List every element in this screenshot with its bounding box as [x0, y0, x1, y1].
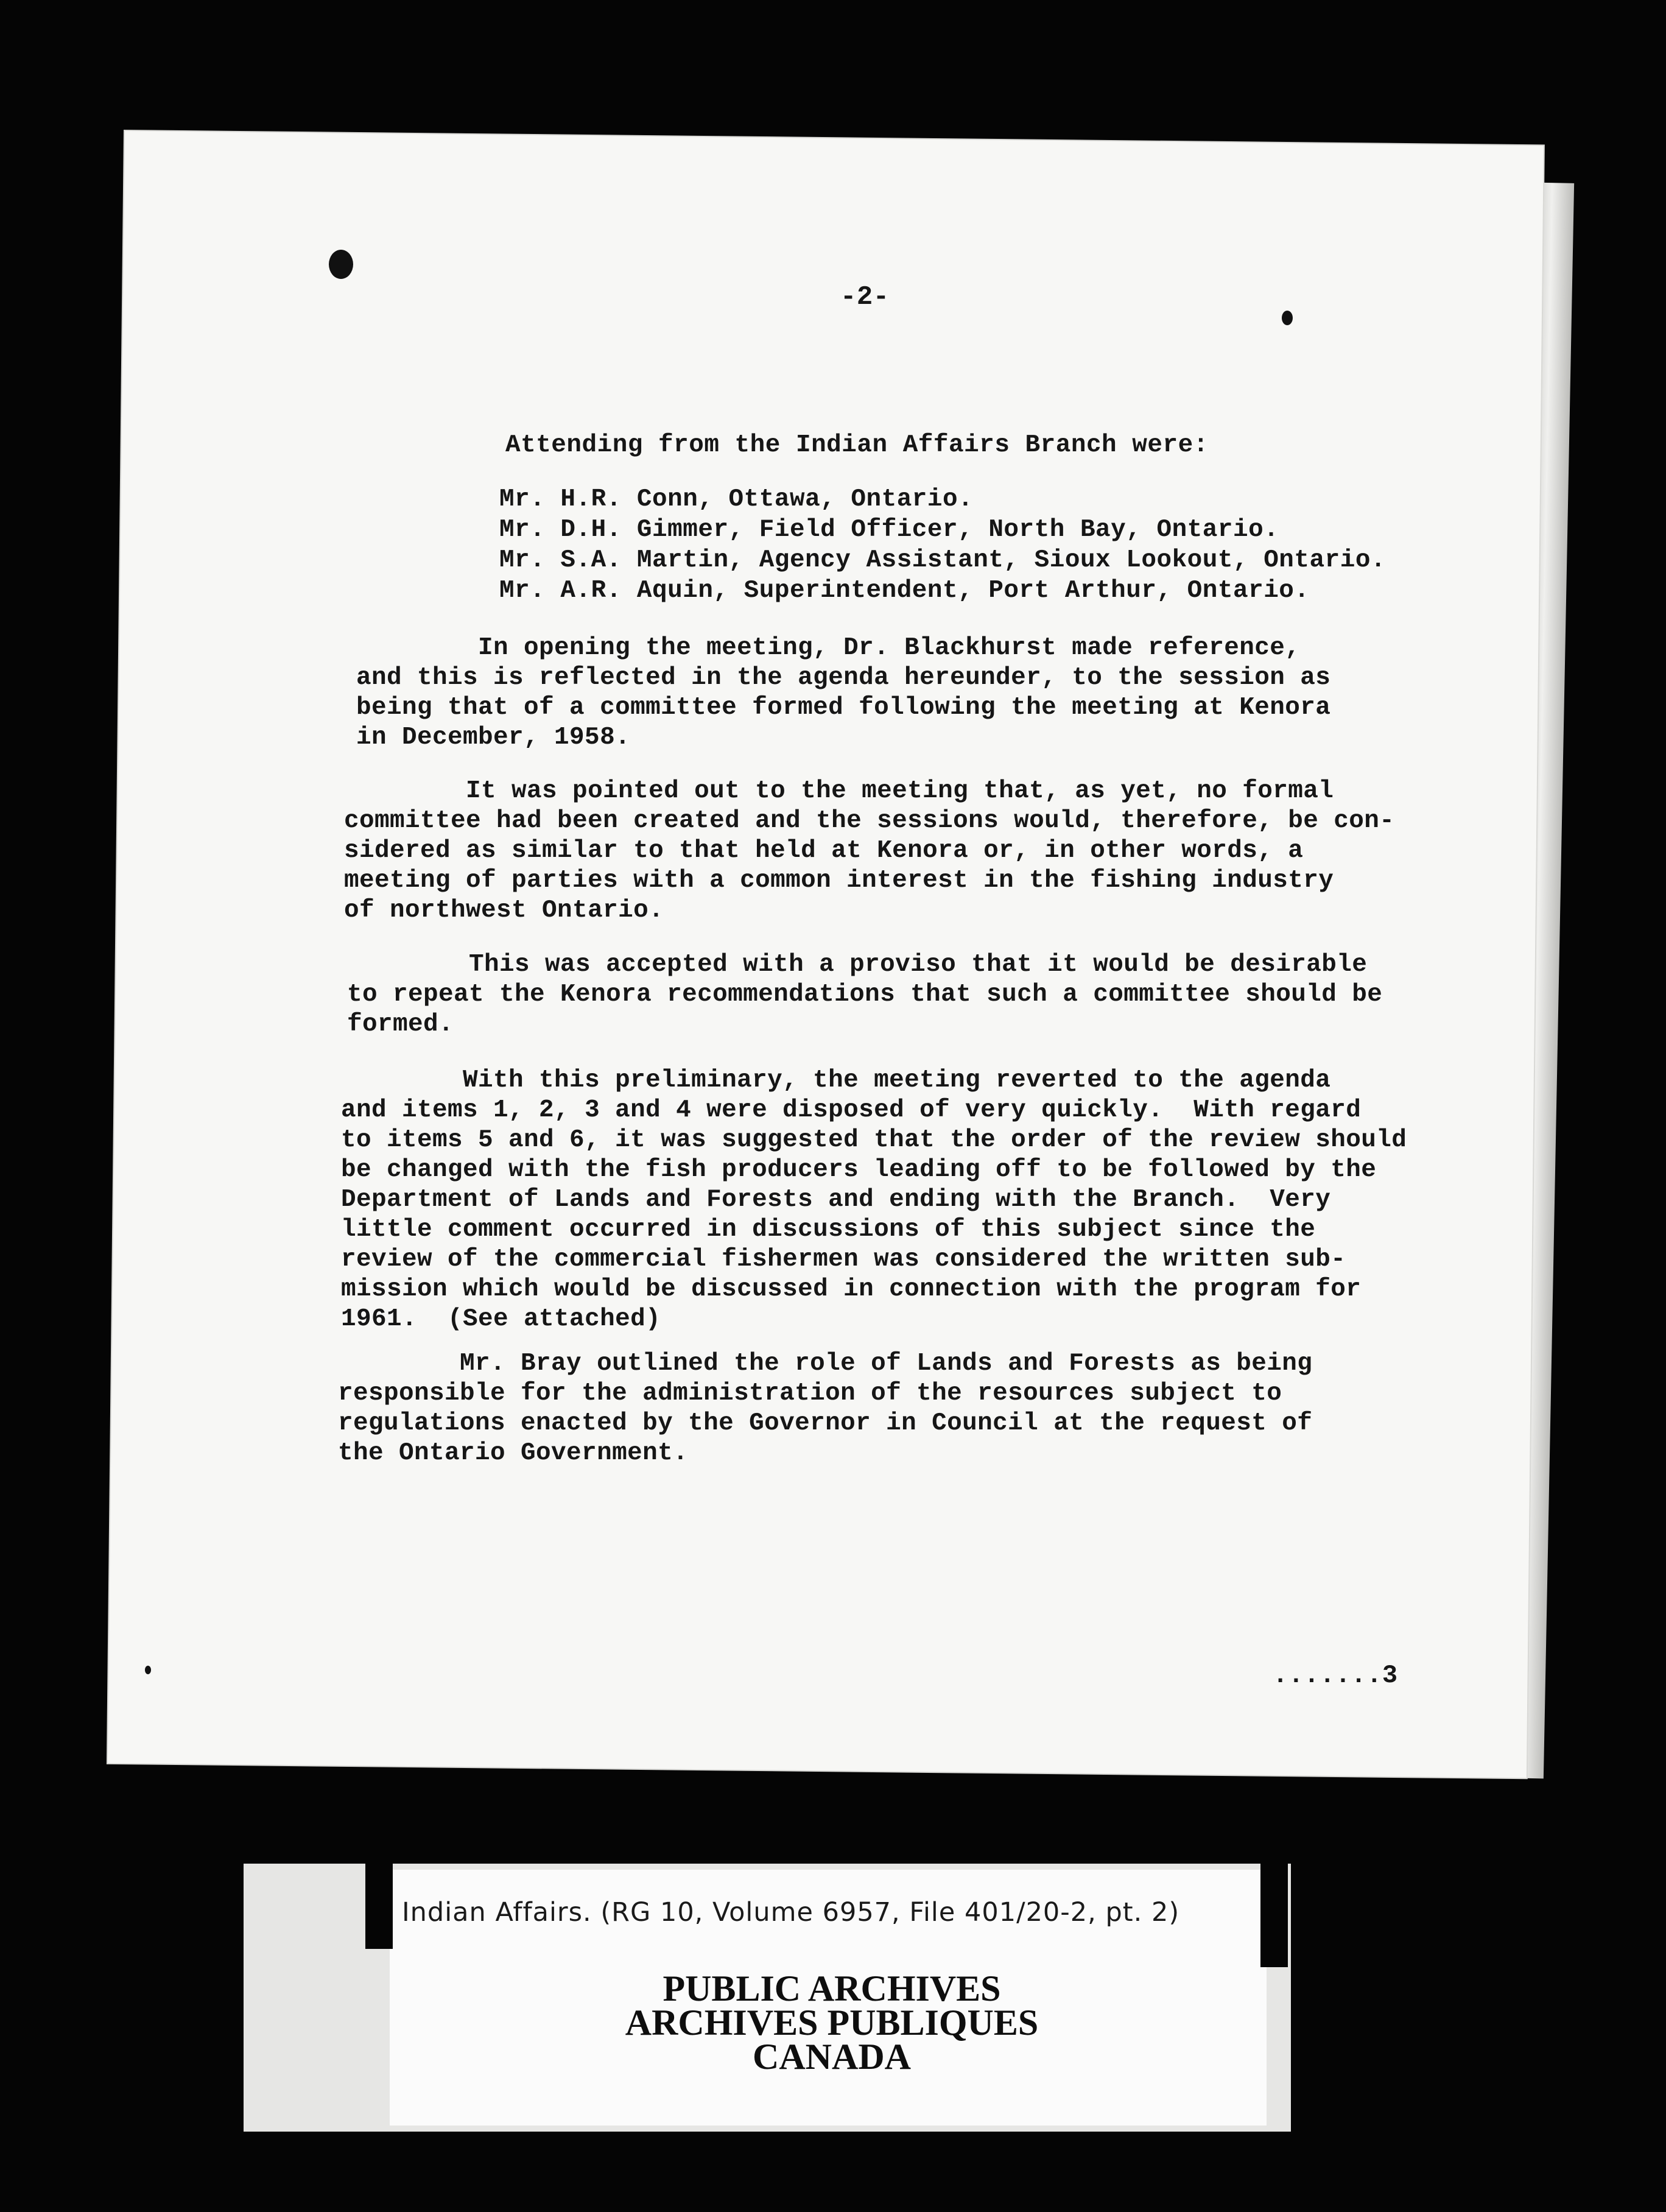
paragraph-proviso: This was accepted with a proviso that it would be desirable to repeat the Kenora recommendations that such a committee should be formed. — [347, 951, 1383, 1038]
attendee-item: Mr. A.R. Aquin, Superintendent, Port Arthur, Ontario. — [499, 577, 1310, 605]
punch-hole-mark — [1282, 311, 1293, 325]
paragraph-lands-forests: Mr. Bray outlined the role of Lands and Forests as being responsible for the administration of the resources subject to regulations enacted by the Governor in Council at the request of the Ontario Government. — [338, 1350, 1313, 1467]
label-clip-right — [1260, 1864, 1288, 1967]
paragraph-formal-committee: It was pointed out to the meeting that, as yet, no formal committee had been created and the sessions would, therefore, be con- sidered as similar to that held at Kenora or, in other words, a meeting of parties with a common interest in the fishing industry of northwest Ontario. — [344, 777, 1395, 925]
page-speck — [145, 1666, 151, 1674]
attendee-item: Mr. D.H. Gimmer, Field Officer, North Bay, Ontario. — [499, 516, 1279, 544]
archive-citation: Indian Affairs. (RG 10, Volume 6957, File 401/20-2, pt. 2) — [402, 1897, 1180, 1928]
attendee-list — [499, 484, 1386, 606]
attendee-item: Mr. H.R. Conn, Ottawa, Ontario. — [499, 485, 974, 513]
paragraph-agenda: With this preliminary, the meeting reverted to the agenda and items 1, 2, 3 and 4 were disposed of very quickly. With regard to items 5 and 6, it was suggested that the order of the review should be changed with the fish producers leading off to be followed by the Department of Lands and Forests and ending with the Branch. Very little comment occurred in discussions of this subject since the review of the commercial fishermen was considered the written sub- mission which would be discussed in connection with the program for 1961. (See attached) — [341, 1066, 1407, 1333]
label-clip-left — [365, 1864, 393, 1949]
paragraph-opening: In opening the meeting, Dr. Blackhurst made reference, and this is reflected in the agenda hereunder, to the session as being that of a committee formed following the meeting at Kenora in December, 1958. — [356, 634, 1331, 752]
archive-stamp-line: PUBLIC ARCHIVES — [663, 1968, 1001, 2009]
attendee-item: Mr. S.A. Martin, Agency Assistant, Sioux Lookout, Ontario. — [499, 546, 1387, 574]
archive-stamp-line: ARCHIVES PUBLIQUES — [625, 2002, 1039, 2043]
page-number: -2- — [840, 282, 890, 312]
punch-hole-mark — [329, 250, 353, 279]
attending-heading: Attending from the Indian Affairs Branch were: — [505, 431, 1209, 459]
archive-stamp-line: CANADA — [753, 2037, 911, 2077]
continuation-marker: .......3 — [1273, 1661, 1398, 1690]
